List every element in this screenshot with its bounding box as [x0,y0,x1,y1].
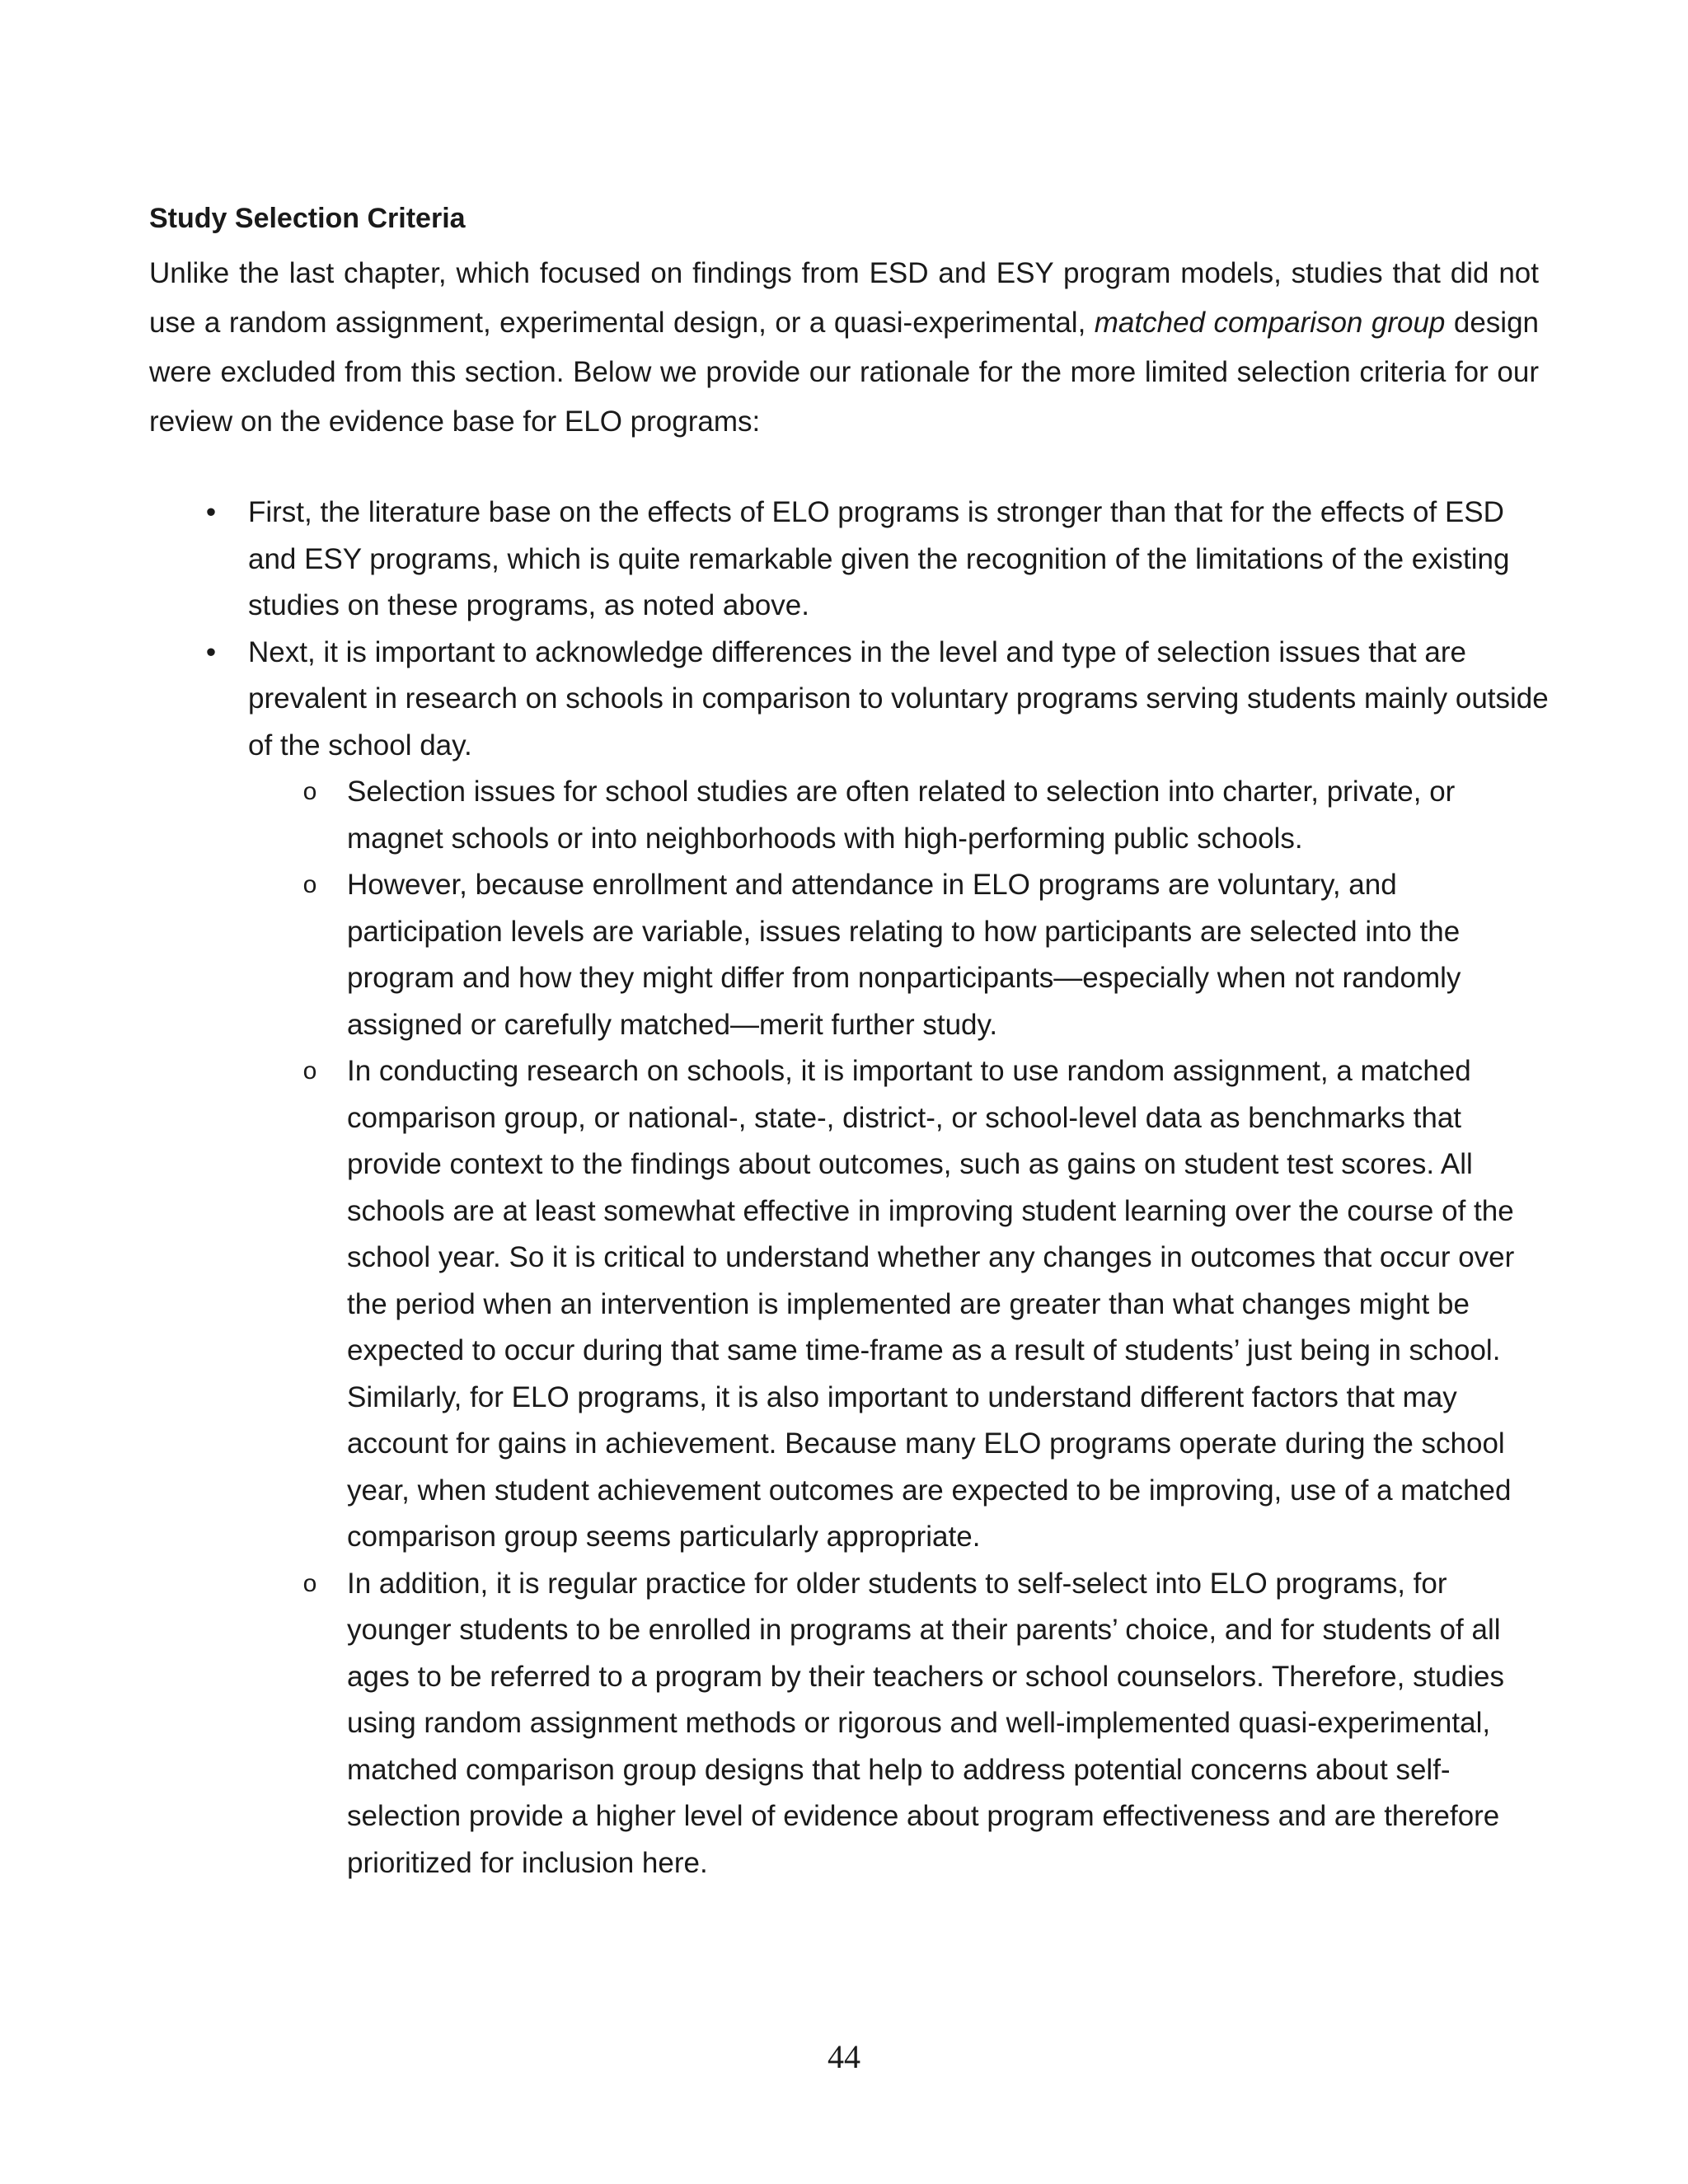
list-item [149,490,1550,630]
sub-list-item [248,1048,1550,1561]
intro-text-part2: design were excluded from this section. Below we provide our rationale for the more limited selection criteria for our review on the evidence base for ELO programs: [149,307,1539,438]
sub-list-item [248,769,1550,862]
intro-text-part1: Unlike the last chapter, which focused on findings from ESD and ESY program models, studies that did not use a random assignment, experimental design, or a quasi-experimental, [149,257,1539,339]
criteria-list [149,490,1550,1886]
intro-paragraph [149,249,1539,447]
circle-bullet-icon: o [302,871,317,898]
list-item [149,630,1550,1887]
sub-list [248,769,1550,1886]
bullet-icon: • [205,496,217,528]
sub-list-item-text: Selection issues for school studies are often related to selection into charter, private, or magnet schools or into neighborhoods with high-performing public schools. [347,776,1456,855]
list-item-text: First, the literature base on the effects of ELO programs is stronger than that for the effects of ESD and ESY programs, which is quite remarkable given the recognition of the limitations of the existing studies on these programs, as noted above. [248,496,1510,621]
page-number: 44 [828,2038,860,2075]
section-heading: Study Selection Criteria [149,203,466,234]
sub-list-item-text: In addition, it is regular practice for older students to self-select into ELO programs, for younger students to be enrolled in programs at their parents’ choice, and for students of all ages to be referred to a program by their teachers or school counselors. Therefore, studies using random assignment methods or rigorous and well-implemented quasi-experimental, matched comparison group designs that help to address potential concerns about self-selection provide a higher level of evidence about program effectiveness and are therefore prioritized for inclusion here. [347,1567,1504,1879]
sub-list-item-text: However, because enrollment and attendance in ELO programs are voluntary, and participation levels are variable, issues relating to how participants are selected into the program and how they might differ from nonparticipants—especially when not randomly assigned or carefully matched—merit further study. [347,869,1461,1041]
list-item-text: Next, it is important to acknowledge differences in the level and type of selection issues that are prevalent in research on schools in comparison to voluntary programs serving students mainly outside of the school day. [248,635,1549,762]
sub-list-item [248,862,1550,1048]
bullet-icon: • [205,635,217,668]
circle-bullet-icon: o [302,778,317,805]
sub-list-item-text: In conducting research on schools, it is important to use random assignment, a matched comparison group, or national-, state-, district-, or school-level data as benchmarks that provide context to the findings about outcomes, such as gains on student test scores. All schools are at least somewhat effective in improving student learning over the course of the school year. So it is critical to understand whether any changes in outcomes that occur over the period when an intervention is implemented are greater than what changes might be expected to occur during that same time-frame as a result of students’ just being in school. Similarly, for ELO programs, it is also important to understand different factors that may account for gains in achievement. Because many ELO programs operate during the school year, when student achievement outcomes are expected to be improving, use of a matched comparison group seems particularly appropriate. [347,1055,1515,1553]
circle-bullet-icon: o [302,1057,317,1085]
intro-emphasis: matched comparison group [1094,307,1446,339]
circle-bullet-icon: o [302,1569,317,1597]
sub-list-item [248,1561,1550,1887]
